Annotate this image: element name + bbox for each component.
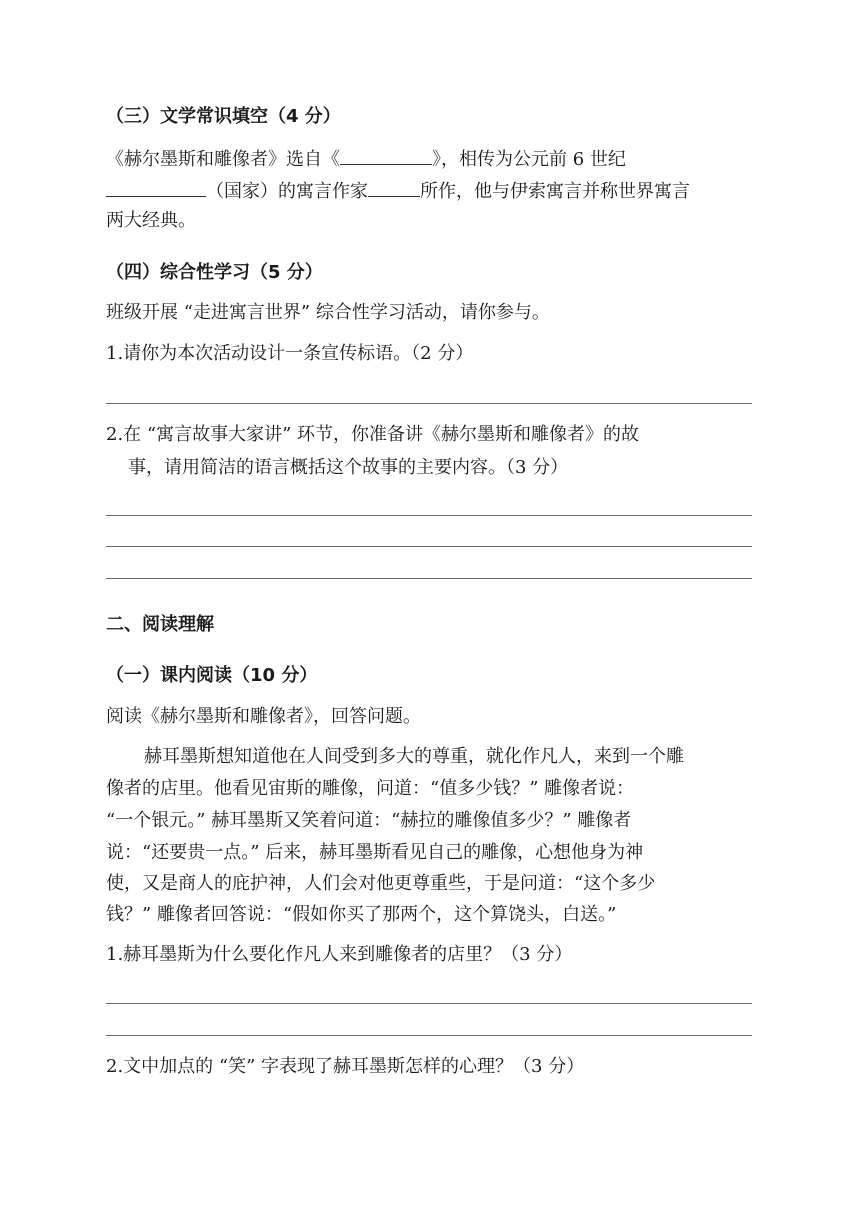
passage-line: 使，又是商人的庇护神，人们会对他更尊重些，于是问道：“这个多少 — [106, 873, 656, 894]
part2-subheading: （一）课内阅读（10 分） — [106, 665, 318, 686]
blank-author[interactable] — [368, 178, 420, 197]
passage-line: 说：“还要贵一点。” 后来，赫耳墨斯看见自己的雕像，心想他身为神 — [106, 842, 644, 863]
reading-instruction: 阅读《赫尔墨斯和雕像者》，回答问题。 — [106, 706, 421, 727]
answer-line[interactable] — [106, 546, 752, 547]
reading-question-2: 2.文中加点的 “笑” 字表现了赫耳墨斯怎样的心理？（3 分） — [106, 1056, 585, 1077]
answer-line[interactable] — [106, 403, 752, 404]
section3-heading: （三）文学常识填空（4 分） — [106, 106, 341, 127]
fill-blank-line-1 — [106, 146, 626, 172]
section4-intro: 班级开展 “走进寓言世界” 综合性学习活动，请你参与。 — [106, 302, 550, 323]
passage-line: 赫耳墨斯想知道他在人间受到多大的尊重，就化作凡人，来到一个雕 — [144, 746, 684, 767]
answer-line[interactable] — [106, 515, 752, 516]
passage-line: “一个银元。” 赫耳墨斯又笑着问道：“赫拉的雕像值多少？” 雕像者 — [106, 810, 632, 831]
fill-text-3: 两大经典。 — [106, 210, 196, 231]
blank-country[interactable] — [106, 178, 206, 197]
fill-text-1a: 《赫尔墨斯和雕像者》选自《 — [106, 149, 340, 170]
answer-line[interactable] — [106, 1035, 752, 1036]
section4-question-2-line1: 2.在 “寓言故事大家讲” 环节，你准备讲《赫尔墨斯和雕像者》的故 — [106, 424, 640, 445]
fill-text-2a: （国家）的寓言作家 — [206, 181, 368, 202]
section4-question-1: 1.请你为本次活动设计一条宣传标语。（2 分） — [106, 343, 474, 364]
reading-question-1: 1.赫耳墨斯为什么要化作凡人来到雕像者的店里？（3 分） — [106, 944, 573, 965]
fill-text-2b: 所作，他与伊索寓言并称世界寓言 — [420, 181, 690, 202]
section4-heading: （四）综合性学习（5 分） — [106, 262, 323, 283]
fill-blank-line-2 — [106, 178, 690, 204]
part2-heading: 二、阅读理解 — [106, 614, 214, 635]
section4-question-2-line2: 事，请用简洁的语言概括这个故事的主要内容。（3 分） — [128, 457, 569, 478]
answer-line[interactable] — [106, 1003, 752, 1004]
answer-line[interactable] — [106, 578, 752, 579]
fill-text-1b: 》，相传为公元前 6 世纪 — [432, 149, 626, 170]
passage-line: 像者的店里。他看见宙斯的雕像，问道：“值多少钱？” 雕像者说： — [106, 778, 635, 799]
passage-line: 钱？” 雕像者回答说：“假如你买了那两个，这个算饶头，白送。” — [106, 904, 617, 925]
blank-book-title[interactable] — [340, 146, 432, 165]
